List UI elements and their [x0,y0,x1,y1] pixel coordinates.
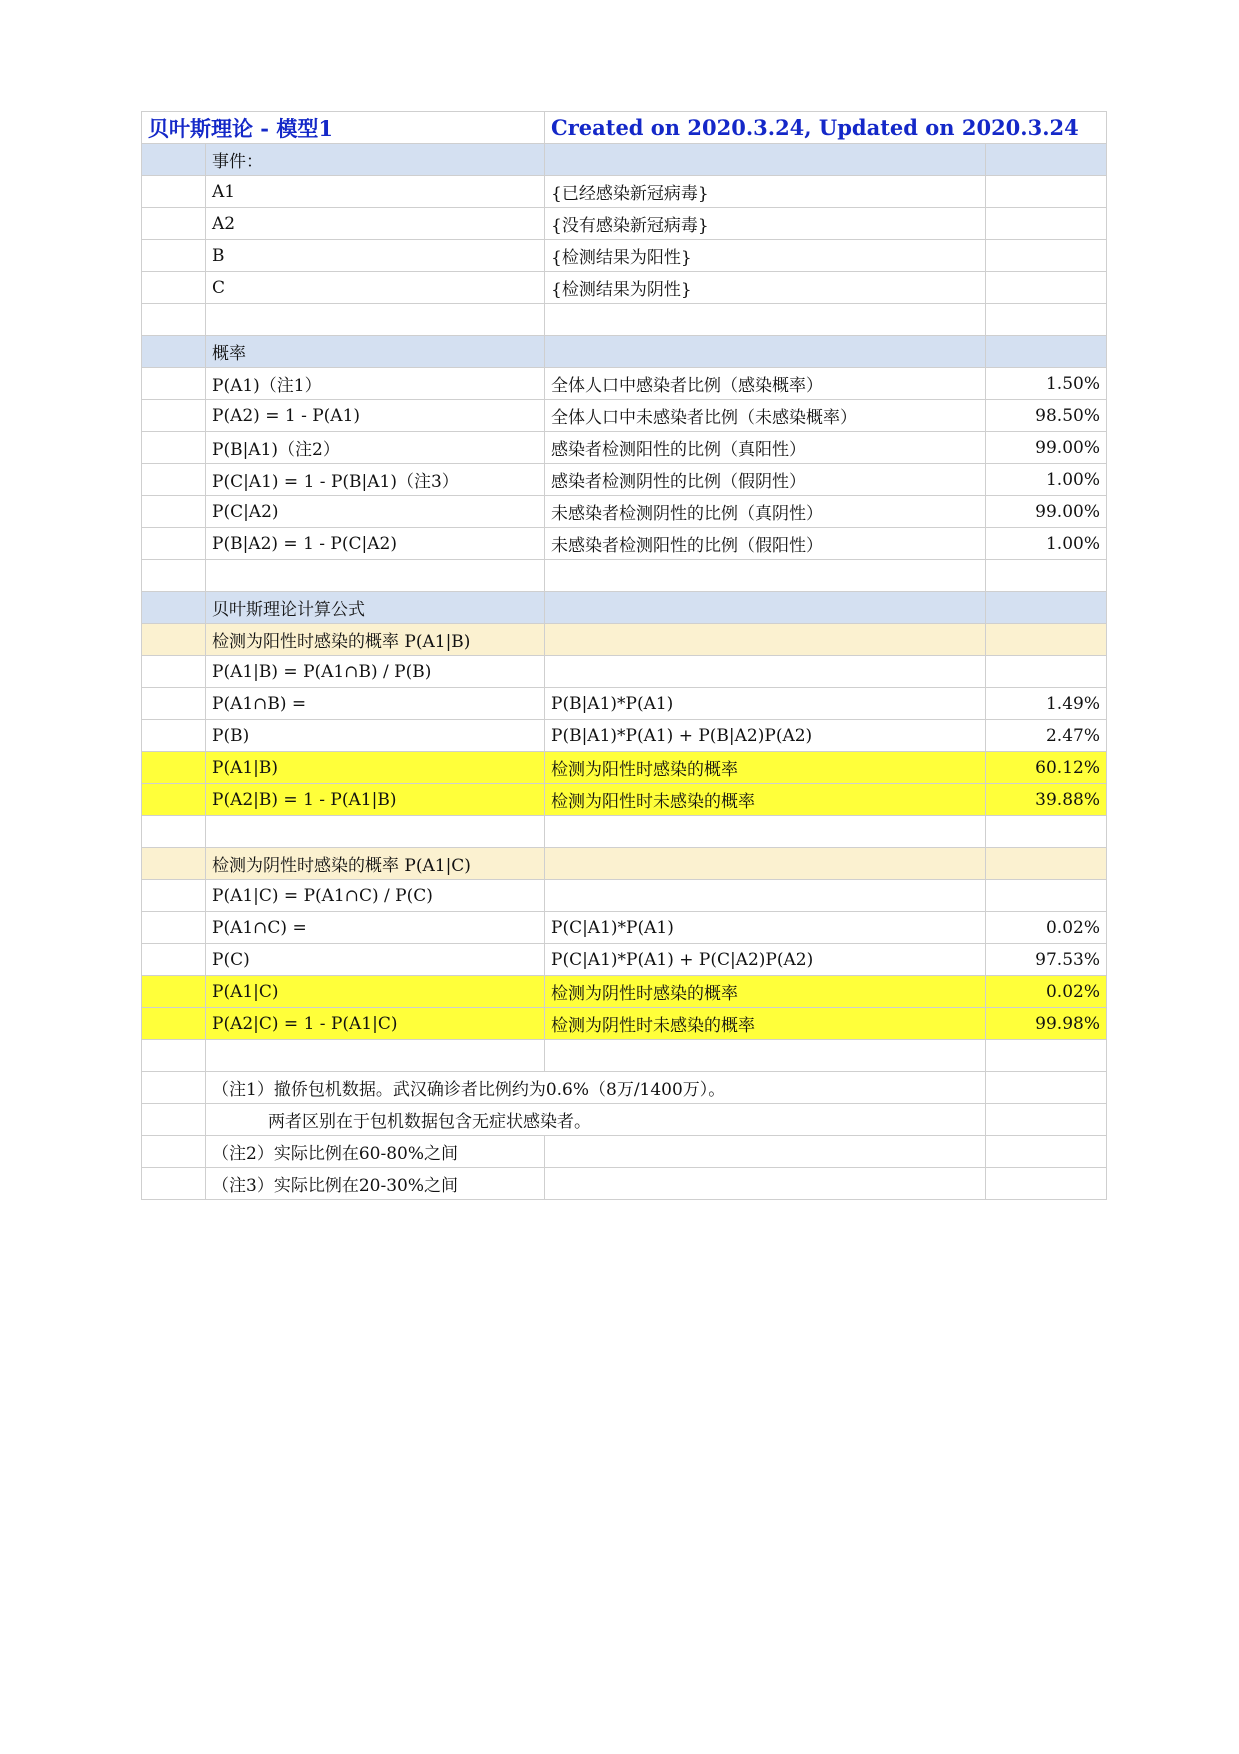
formula-header: 贝叶斯理论计算公式 [206,592,545,624]
subsection-header-negative [142,848,1107,880]
table-row [142,944,1107,976]
subsection-header-positive [142,624,1107,656]
table-row [142,208,1107,240]
empty-row [142,1040,1107,1072]
formula-label: P(A1|B) = P(A1∩B) / P(B) [206,656,545,688]
note-row [142,1104,1107,1136]
prob-desc: 全体人口中未感染者比例（未感染概率） [545,400,986,432]
result-desc: 检测为阳性时未感染的概率 [545,784,986,816]
result-row [142,976,1107,1008]
formula-desc: P(C|A1)*P(A1) + P(C|A2)P(A2) [545,944,986,976]
formula-desc [545,656,986,688]
result-value: 39.88% [986,784,1107,816]
event-desc: {检测结果为阳性} [545,240,986,272]
prob-desc: 全体人口中感染者比例（感染概率） [545,368,986,400]
prob-desc: 未感染者检测阳性的比例（假阳性） [545,528,986,560]
prob-value: 99.00% [986,432,1107,464]
result-row [142,784,1107,816]
prob-value: 98.50% [986,400,1107,432]
table-row [142,368,1107,400]
formula-value: 97.53% [986,944,1107,976]
formula-desc: P(B|A1)*P(A1) + P(B|A2)P(A2) [545,720,986,752]
result-desc: 检测为阴性时感染的概率 [545,976,986,1008]
prob-desc: 感染者检测阴性的比例（假阴性） [545,464,986,496]
event-label: A1 [206,176,545,208]
note-3: （注3）实际比例在20-30%之间 [206,1168,545,1200]
result-row [142,752,1107,784]
table-row [142,656,1107,688]
probs-header: 概率 [206,336,545,368]
table-row [142,912,1107,944]
note-2: （注2）实际比例在60-80%之间 [206,1136,545,1168]
formula-desc: P(B|A1)*P(A1) [545,688,986,720]
formula-label: P(B) [206,720,545,752]
empty-row [142,304,1107,336]
formula-value [986,880,1107,912]
prob-value: 1.00% [986,464,1107,496]
formula-value: 1.49% [986,688,1107,720]
table-row [142,880,1107,912]
formula-label: P(A1∩B) = [206,688,545,720]
event-desc: {没有感染新冠病毒} [545,208,986,240]
prob-value: 1.00% [986,528,1107,560]
formula-value: 0.02% [986,912,1107,944]
note-row [142,1168,1107,1200]
table-row [142,720,1107,752]
prob-value: 1.50% [986,368,1107,400]
table-row [142,176,1107,208]
created-date: Created on 2020.3.24, Updated on 2020.3.24 [545,112,1107,144]
prob-desc: 感染者检测阳性的比例（真阳性） [545,432,986,464]
event-label: A2 [206,208,545,240]
empty-row [142,560,1107,592]
table-row [142,272,1107,304]
title-row [142,112,1107,144]
result-label: P(A1|B) [206,752,545,784]
prob-value: 99.00% [986,496,1107,528]
result-label: P(A1|C) [206,976,545,1008]
empty-row [142,816,1107,848]
prob-label: P(C|A1) = 1 - P(B|A1)（注3） [206,464,545,496]
prob-label: P(A2) = 1 - P(A1) [206,400,545,432]
spreadsheet-table [141,111,1107,1200]
note-1: （注1）撤侨包机数据。武汉确诊者比例约为0.6%（8万/1400万）。 [206,1072,986,1104]
prob-label: P(B|A1)（注2） [206,432,545,464]
result-value: 0.02% [986,976,1107,1008]
prob-label: P(C|A2) [206,496,545,528]
formula-label: P(A1|C) = P(A1∩C) / P(C) [206,880,545,912]
note-1-continued: 两者区别在于包机数据包含无症状感染者。 [206,1104,986,1136]
result-label: P(A2|B) = 1 - P(A1|B) [206,784,545,816]
table-row [142,464,1107,496]
section-header-probs [142,336,1107,368]
result-value: 99.98% [986,1008,1107,1040]
prob-desc: 未感染者检测阴性的比例（真阴性） [545,496,986,528]
section-header-formula [142,592,1107,624]
event-desc: {检测结果为阴性} [545,272,986,304]
table-row [142,400,1107,432]
event-desc: {已经感染新冠病毒} [545,176,986,208]
event-label: B [206,240,545,272]
formula-desc: P(C|A1)*P(A1) [545,912,986,944]
event-label: C [206,272,545,304]
result-desc: 检测为阳性时感染的概率 [545,752,986,784]
section-header-events [142,144,1107,176]
events-header: 事件： [206,144,545,176]
table-row [142,528,1107,560]
negative-header: 检测为阴性时感染的概率 P(A1|C) [206,848,545,880]
formula-label: P(C) [206,944,545,976]
formula-label: P(A1∩C) = [206,912,545,944]
note-row [142,1136,1107,1168]
formula-desc [545,880,986,912]
sheet-title: 贝叶斯理论 - 模型1 [142,112,545,144]
formula-value [986,656,1107,688]
result-label: P(A2|C) = 1 - P(A1|C) [206,1008,545,1040]
result-row [142,1008,1107,1040]
positive-header: 检测为阳性时感染的概率 P(A1|B) [206,624,545,656]
table-row [142,432,1107,464]
note-row [142,1072,1107,1104]
prob-label: P(A1)（注1） [206,368,545,400]
formula-value: 2.47% [986,720,1107,752]
table-row [142,240,1107,272]
table-row [142,688,1107,720]
result-value: 60.12% [986,752,1107,784]
result-desc: 检测为阴性时未感染的概率 [545,1008,986,1040]
prob-label: P(B|A2) = 1 - P(C|A2) [206,528,545,560]
table-row [142,496,1107,528]
